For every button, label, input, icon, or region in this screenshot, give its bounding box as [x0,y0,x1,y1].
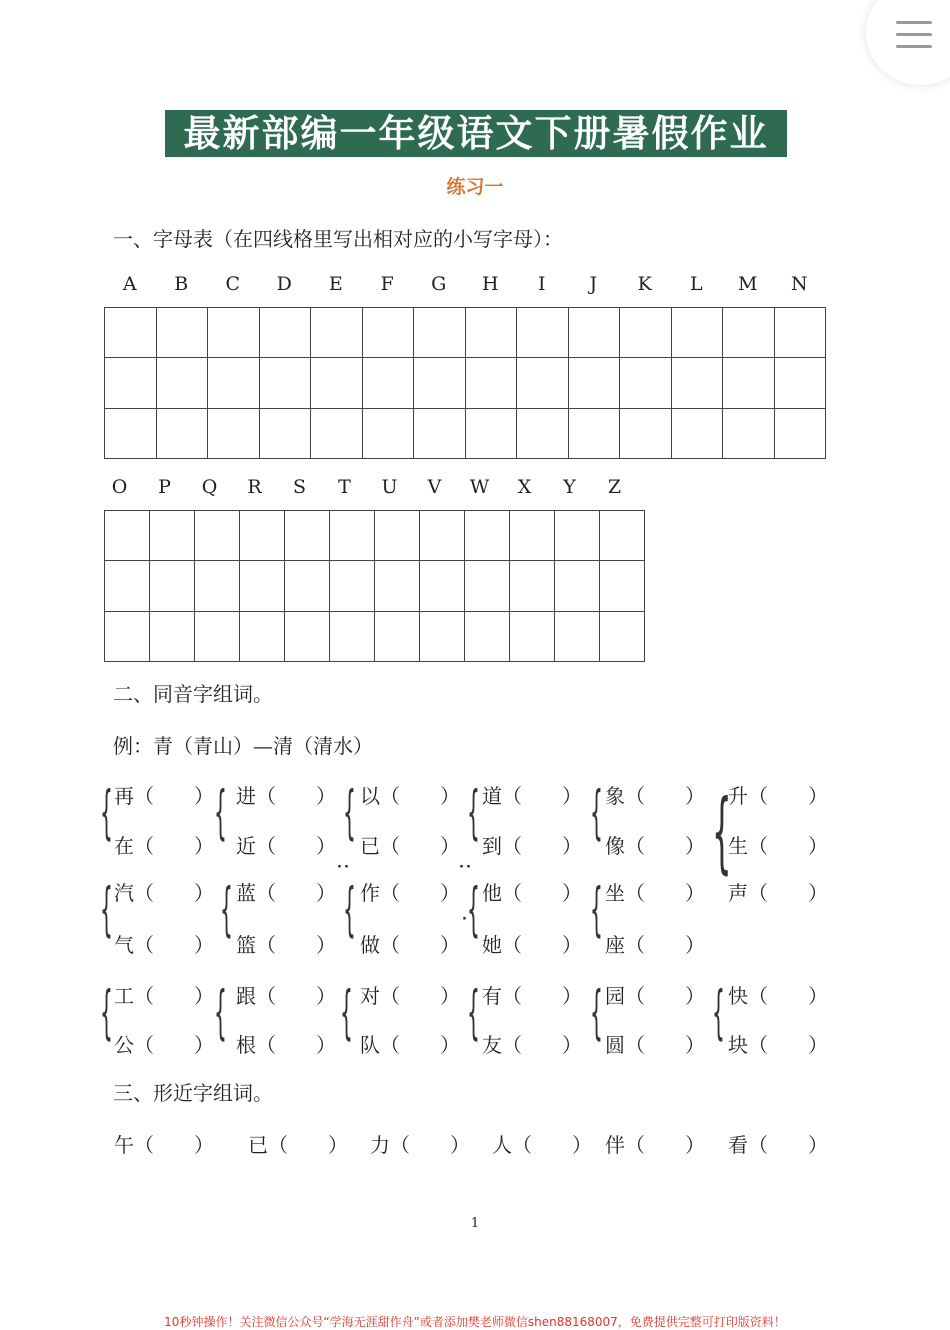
brace: { [343,875,356,943]
section1-heading: 一、字母表（在四线格里写出相对应的小写字母）： [113,227,563,251]
four-line-grid-2 [104,510,645,662]
brace: { [467,978,480,1046]
brace: { [220,875,233,943]
brace: { [590,978,603,1046]
homophone-word: 快（ ） [728,984,828,1008]
homophone-word: 已（ ） [360,834,460,858]
homophone-word: 象（ ） [605,784,705,808]
letter-label: L [689,273,703,295]
homophone-word: 座（ ） [605,933,705,957]
dot-mark: ·· [459,860,473,875]
letter-label: K [637,273,652,295]
page-number: 1 [470,1216,480,1231]
similar-word: 已（ ） [248,1133,348,1157]
homophone-word: 工（ ） [114,984,214,1008]
homophone-word: 近（ ） [236,834,336,858]
homophone-word: 像（ ） [605,834,705,858]
brace: { [467,875,480,943]
brace: { [343,778,356,846]
dot-mark: ·· [337,860,351,875]
homophone-word: 蓝（ ） [236,881,336,905]
homophone-word: 块（ ） [728,1033,828,1057]
homophone-word: 作（ ） [360,881,460,905]
homophone-word: 跟（ ） [236,984,336,1008]
letter-label: X [517,476,532,498]
homophone-word: 他（ ） [482,881,582,905]
letter-label: T [338,476,351,498]
brace: { [340,978,353,1046]
brace: { [100,978,113,1046]
letter-label: C [225,273,241,295]
letter-label: Y [563,476,576,498]
homophone-word: 公（ ） [114,1033,214,1057]
letter-label: Q [201,476,218,498]
four-line-grid-1 [104,307,826,459]
letter-label: G [431,273,447,295]
letter-label: I [537,273,546,295]
homophone-word: 对（ ） [360,984,460,1008]
homophone-word: 有（ ） [482,984,582,1008]
menu-icon [896,21,932,24]
letter-label: M [738,273,758,295]
brace: { [712,780,732,883]
homophone-word: 升（ ） [728,784,828,808]
homophone-word: 以（ ） [360,784,460,808]
page-title: 最新部编一年级语文下册暑假作业 [165,110,787,157]
letter-label: V [427,476,442,498]
brace: { [214,978,227,1046]
dot-mark: · [462,912,469,927]
brace: { [214,778,227,846]
letter-label: F [380,273,394,295]
letter-label: Z [607,476,622,498]
exercise-subtitle: 练习一 [446,176,504,198]
letters-row-1 [104,273,825,295]
similar-word: 看（ ） [728,1133,828,1157]
similar-word: 力（ ） [370,1133,470,1157]
similar-word: 人（ ） [492,1133,592,1157]
similar-word: 伴（ ） [605,1133,705,1157]
homophone-word: 生（ ） [728,834,828,858]
footer-notice: 10秒钟操作！关注微信公众号“学海无涯甜作舟”或者添加樊老师微信shen88168007，免费提供完整可打印版资料！ [164,1315,786,1329]
brace: { [100,778,113,846]
menu-icon [896,45,932,48]
brace: { [467,778,480,846]
homophone-word: 坐（ ） [605,881,705,905]
letter-label: W [469,476,490,498]
menu-icon [896,33,932,36]
homophone-word: 根（ ） [236,1033,336,1057]
menu-button[interactable] [866,0,950,85]
homophone-word: 圆（ ） [605,1033,705,1057]
similar-word: 午（ ） [114,1133,214,1157]
brace: { [590,875,603,943]
homophone-word: 友（ ） [482,1033,582,1057]
letters-row-2 [97,476,637,498]
homophone-word: 进（ ） [236,784,336,808]
letter-label: H [481,273,499,295]
letter-label: B [174,273,189,295]
homophone-word: 气（ ） [114,933,214,957]
letter-label: N [790,273,808,295]
letter-label: E [328,273,343,295]
brace: { [100,875,113,943]
homophone-word: 她（ ） [482,933,582,957]
letter-label: D [276,273,292,295]
section2-heading: 二、同音字组词。 [113,682,273,706]
letter-label: P [158,476,171,498]
homophone-word: 在（ ） [114,834,214,858]
homophone-word: 园（ ） [605,984,705,1008]
homophone-word: 再（ ） [114,784,214,808]
homophone-word: 队（ ） [360,1033,460,1057]
homophone-word: 汽（ ） [114,881,214,905]
letter-label: A [122,273,137,295]
homophone-word: 道（ ） [482,784,582,808]
letter-label: O [111,476,128,498]
section3-heading: 三、形近字组词。 [113,1081,273,1105]
homophone-word: 到（ ） [482,834,582,858]
letter-label: J [589,273,598,295]
brace: { [712,978,725,1046]
homophone-word: 声（ ） [728,881,828,905]
homophone-word: 做（ ） [360,933,460,957]
letter-label: U [381,476,398,498]
letter-label: S [292,476,307,498]
homophone-word: 篮（ ） [236,933,336,957]
example-line: 例：青（青山）—清（清水） [113,734,373,758]
brace: { [590,778,603,846]
letter-label: R [247,476,262,498]
